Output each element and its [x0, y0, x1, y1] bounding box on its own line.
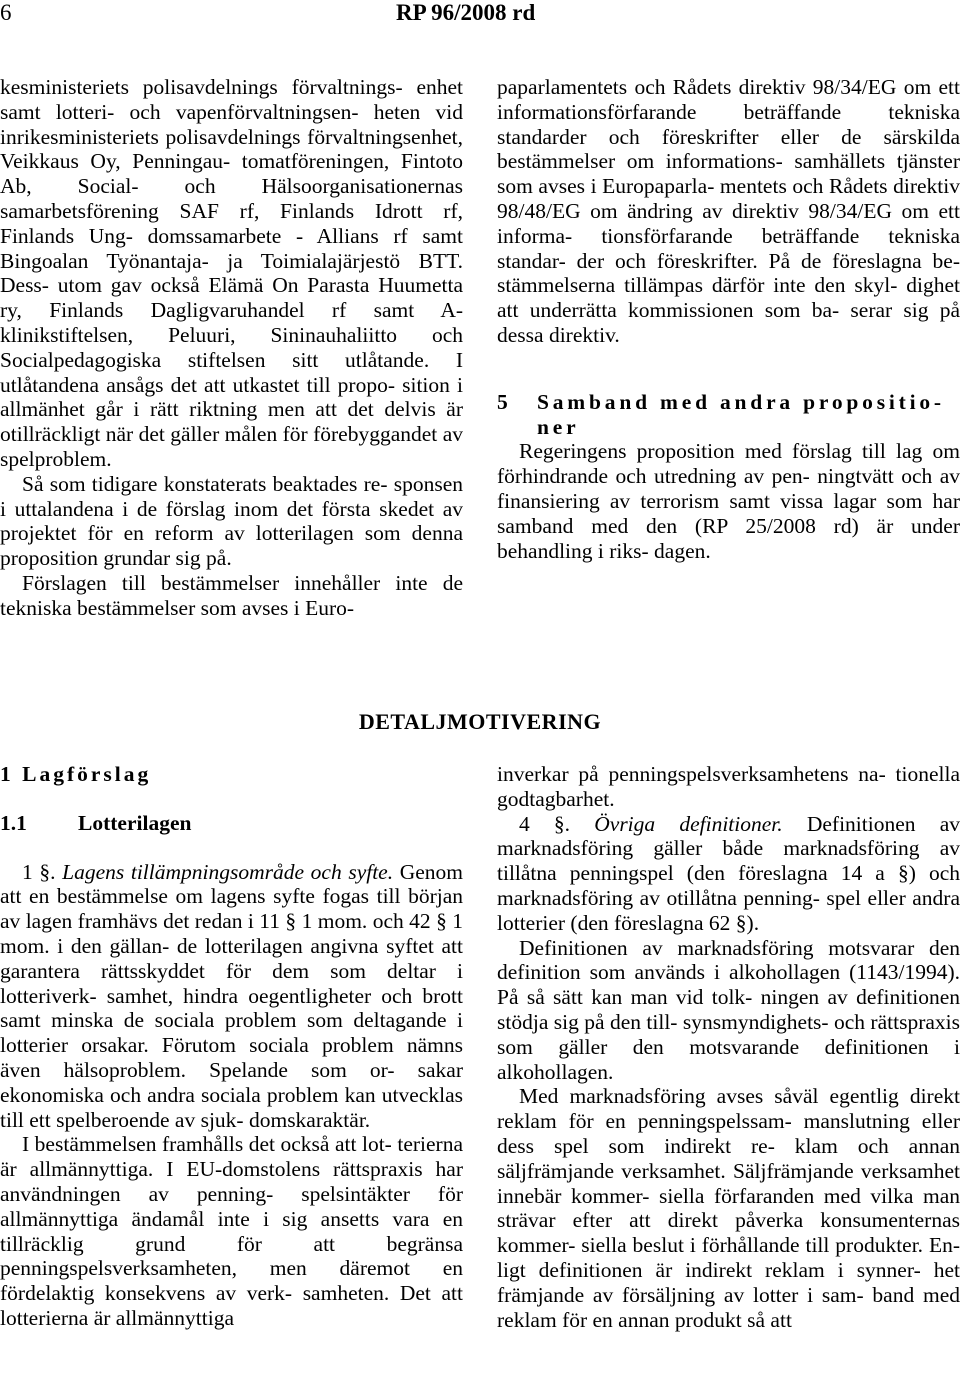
- paragraph-public-benefit: I bestämmelsen framhålls det också att lot- terierna är allmännyttiga. I EU-domstolens rättspraxis har användningen av penning- spelsintäkter för allmännyttiga ändamål inte i sig ansetts vara en tillräcklig grund för att begränsa penningspelsverksamheten, men däremot en fördelaktig konsekvens av verk- samheten. Det att lotterierna är allmännyttiga: [0, 1132, 463, 1330]
- paragraph-technical-rules: Förslagen till bestämmelser innehåller inte de tekniska bestämmelser som avses i Euro-: [0, 570, 463, 620]
- section-body: Genom att en bestämmelse om lagens syfte fogas till början av lagen framhävs det redan i 11 § 1 mom. och 42 § 1 mom. i den gällan- de lotterilagen angivna syftet att garantera rättsskyddet för dem som deltar i lotteriverk- samhet, hindra oegentligheter och brott samt minska de sociala problem som deltagande i lotterier orsakar. Förutom sociala problem nämns även hälsoproblem. Spelande som or- sakar ekonomiska och andra sociala problem kan utvecklas till ett spelberoende av sjuk- domskaraktär.: [0, 859, 464, 1132]
- heading-lotterilagen: [0, 811, 463, 836]
- top-right-column: [497, 75, 960, 563]
- paragraph-related-proposal: Regeringens proposition med förslag till lag om förhindrande och utredning av pen- ningtvätt och av finansiering av terrorism samt vissa lagar som har samband med den (RP 25/2008 rd) är under behandling i riks- dagen.: [497, 439, 960, 563]
- section-5-heading: [497, 390, 960, 440]
- heading-number: 1.1: [0, 810, 27, 835]
- document-reference: RP 96/2008 rd: [396, 0, 536, 25]
- page-number: 6: [0, 0, 12, 25]
- paragraph-alcohol-law: Definitionen av marknadsföring motsvarar den definition som används i alkohollagen (1143/1994). På så sätt kan man vid tolk- ningen av definitionen stödja sig på den till- synsmyndighets- och rättspraxis som gäller den motsvarande definitionen i alkohollagen.: [497, 935, 960, 1084]
- paragraph-marketing: Med marknadsföring avses såväl egentlig direkt reklam för en penningspelssam- manslutning eller dess spel som indirekt re- klam och annan säljfrämjande verksamhet. Säljfrämjande verksamhet innebär kommer- siella förfaranden med vilka man strävar efter att direkt påverka konsumenternas kommer- siella beslut i förhållande till produkter. En- ligt definitionen är indirekt reklam i synner- het främjande av försäljning av lotter i sam- band med reklam för en annan produkt så att: [497, 1084, 960, 1332]
- section-heading-italic: Lagens tillämpningsområde och syfte.: [62, 859, 394, 884]
- heading-lagforslag: 1 Lagförslag: [0, 762, 152, 786]
- bottom-left-column: [0, 762, 463, 1331]
- heading-text: Lotterilagen: [78, 810, 192, 835]
- section-number: 5: [497, 389, 508, 414]
- section-title: Samband med andra propositio- ner: [537, 389, 945, 439]
- paragraph-response: Så som tidigare konstaterats beaktades re- sponsen i uttalandena i de förslag inom det första skedet av projektet för en reform av lotterilagen som denna proposition grundar sig på.: [0, 471, 463, 571]
- paragraph-section-4: [497, 812, 960, 936]
- section-heading-italic: Övriga definitioner.: [594, 811, 783, 836]
- paragraph-section-1: [0, 860, 463, 1133]
- section-body: Definitionen av marknadsföring gäller både marknadsföring av tillåtna penningspel (den föreslagna 14 a §) och marknadsföring av otillåtna penning- spel eller andra lotterier (den föreslagna 62 §).: [497, 811, 960, 935]
- paragraph-statements: kesministeriets polisavdelnings förvaltnings- enhet samt lotteri- och vapenförvaltningsen- heten vid inrikesministeriets polisavdelnings förvaltningsenhet, Veikkaus Oy, Penningau- tomatföreningen, Fintoto Ab, Social- och Hälsoorganisationernas samarbetsförening SAF rf, Finlands Idrott rf, Finlands Ung- domssamarbete - Allians rf samt Bingoalan Työnantaja- ja Toimialajärjestö BTT. Dess- utom gav också Elämä On Parasta Huumetta ry, Finlands Dagligvaruhandel rf samt A- klinikstiftelsen, Peluuri, Sininauhaliitto och Socialpedagogiska stiftelsen sitt utlåtande. I utlåtandena ansågs det att utkastet till propo- sition i allmänhet går i rätt riktning men att det delvis är otillräckligt när det gäller målen för förebyggandet av spelproblem.: [0, 75, 463, 471]
- top-left-column: [0, 75, 463, 621]
- detail-motivation-title: DETALJMOTIVERING: [358, 709, 602, 734]
- paragraph-acceptability: inverkar på penningspelsverksamhetens na- tionella godtagbarhet.: [497, 762, 960, 811]
- section-ref: 4 §.: [519, 811, 571, 836]
- section-ref: 1 §.: [22, 859, 56, 884]
- bottom-right-column: [497, 762, 960, 1332]
- paragraph-directive: paparlamentets och Rådets direktiv 98/34/EG om ett informationsförfarande beträffande tekniska standarder och föreskrifter eller de särskilda bestämmelser om informations- samhällets tjänster som avses i Europaparla- mentets och Rådets direktiv 98/48/EG om ändring av direktiv 98/34/EG om ett informa- tionsförfarande beträffande tekniska standar- der och föreskrifter. På de föreslagna be- stämmelserna tillämpas därför inte den skyl- dighet att underrätta kommissionen som ba- serar sig på dessa direktiv.: [497, 75, 960, 347]
